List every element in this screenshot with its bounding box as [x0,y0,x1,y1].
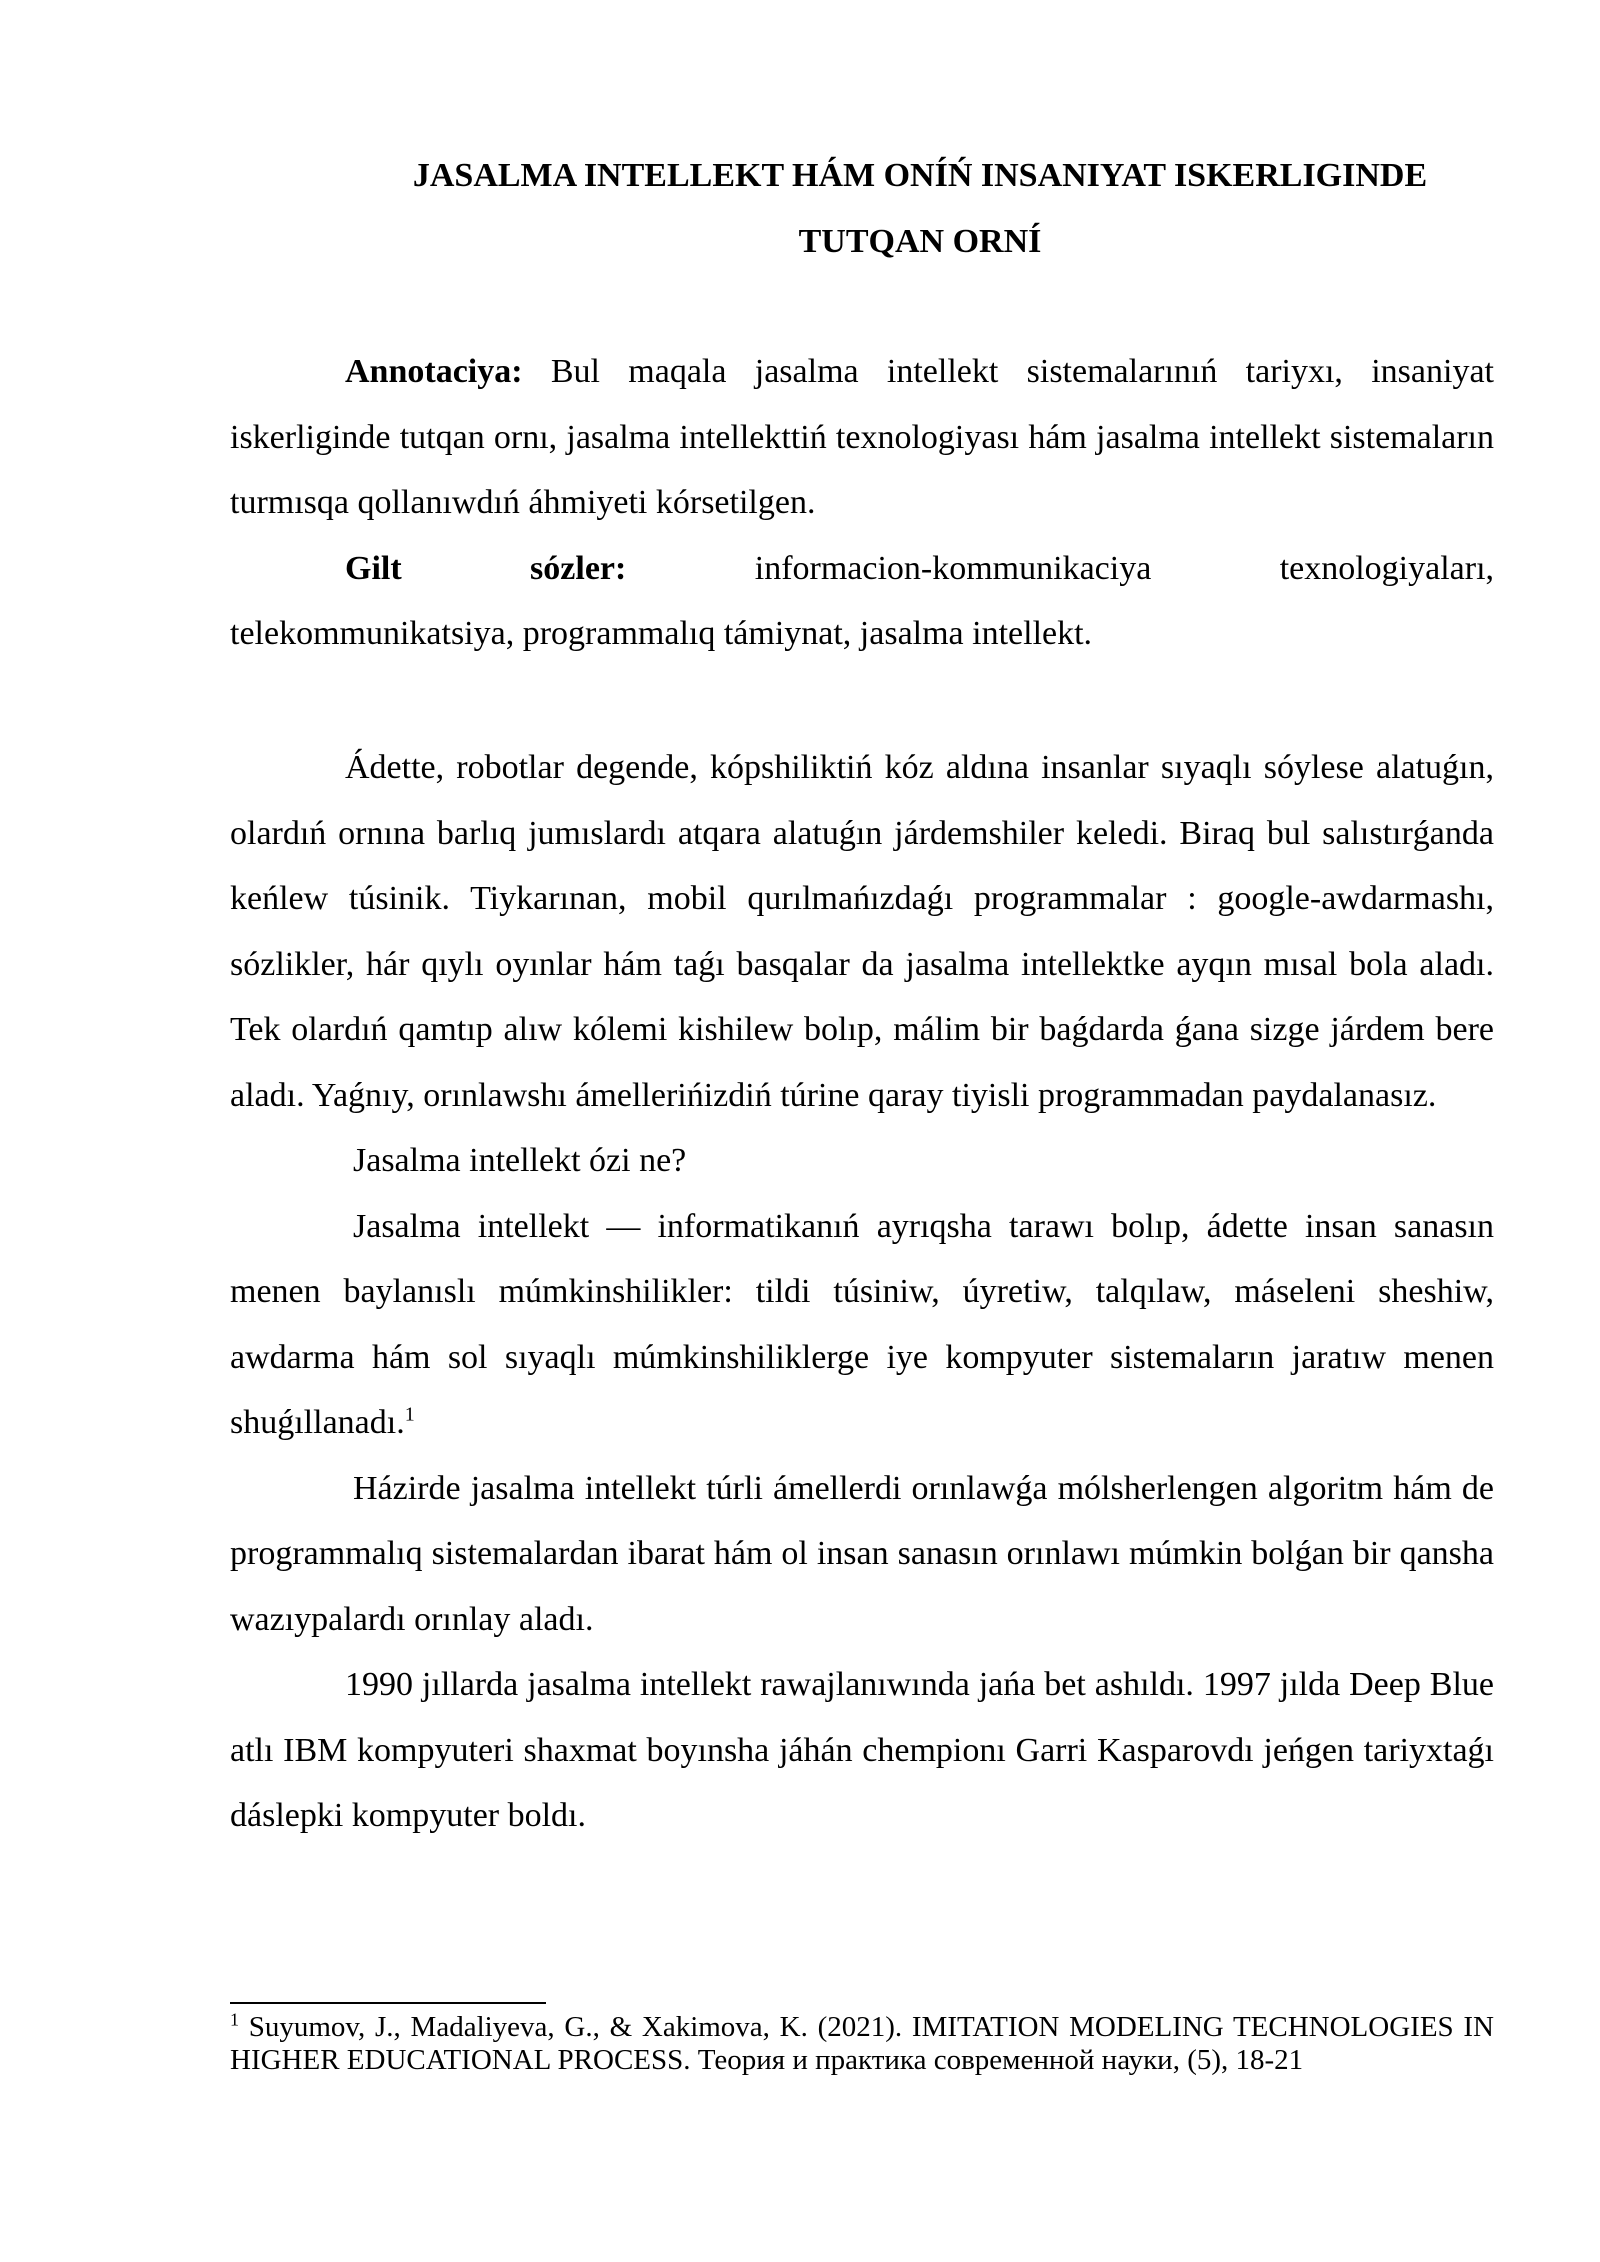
page-title-line-1: JASALMA INTELLEKT HÁM ONÍŃ INSANIYAT ISKERLIGINDE [412,157,1428,194]
keywords-line-2-text: telekommunikatsiya, programmalıq támiynat, jasalma intellekt. [230,615,1093,652]
keywords-line-1-text: informacion-kommunikaciya texnologiyaları, [754,549,1495,587]
main-text [230,735,1494,1849]
paragraph-definition-text: Jasalma intellekt — informatikanıń ayrıqsha tarawı bolıp, ádette insan sanasın menen baylanıslı múmkinshilikler: tildi túsiniw, úyretiw, talqılaw, máseleni sheshiw, awdarma hám sol sıyaqlı múmkinshiliklerge iye kompyuter sistemaların jaratıw menen shuǵıllanadı. [230,1207,1494,1441]
page-title-line-2: TUTQAN ORNÍ [798,223,1042,260]
paragraph-question: Jasalma intellekt ózi ne? [353,1142,687,1179]
keywords-line-2 [230,601,1494,667]
footnote-marker: 1 [230,2009,239,2030]
footnote-separator [230,2002,546,2004]
paragraph-current: Házirde jasalma intellekt túrli ámellerdi orınlawǵa mólsherlengen algoritm hám de programmalıq sistemalardan ibarat hám ol insan sanasın orınlawı múmkin bolǵan bir qansha wazıypalardı orınlay aladı. [230,1469,1494,1638]
keywords-paragraph [230,536,1494,602]
abstract-label: Annotaciya: [345,353,523,390]
abstract-section [230,339,1494,667]
paragraph-robots: Ádette, robotlar degende, kópshiliktiń kóz aldına insanlar sıyaqlı sóylese alatuǵın, olardıń ornına barlıq jumıslardı atqara alatuǵın járdemshiler keledi. Biraq bul salıstırǵanda keńlew túsinik. Tiykarınan, mobil qurılmańızdaǵı programmalar : google-awdarmashı, sózlikler, hár qıylı oyınlar hám taǵı basqalar da jasalma intellektke ayqın mısal bola aladı. Tek olardıń qamtıp alıw kólemi kishilew bolıp, málim bir baǵdarda ǵana sizge járdem bere aladı. Yaǵnıy, orınlawshı ámellerińizdiń túrine qaray tiyisli programmadan paydalanasız. [230,749,1494,1114]
footnote-reference[interactable]: 1 [404,1403,415,1426]
footnote-text: Suyumov, J., Madaliyeva, G., & Xakimova, K. (2021). IMITATION MODELING TECHNOLOGIES IN HIGHER EDUCATIONAL PROCESS. Теория и практика современной науки, (5), 18-21 [230,2011,1494,2076]
paragraph-definition [230,1194,1494,1456]
paragraph-history: 1990 jıllarda jasalma intellekt rawajlanıwında jańa bet ashıldı. 1997 jılda Deep Blue atlı IBM kompyuteri shaxmat boyınsha jáhán chempionı Garri Kasparovdı jeńgen tariyxtaǵı dáslepki kompyuter boldı. [230,1666,1494,1834]
keywords-label: Gilt sózler: [345,549,627,587]
abstract-text: Bul maqala jasalma intellekt sistemalarınıń tariyxı, insaniyat iskerliginde tutqan ornı, jasalma intellekttiń texnologiyası hám jasalma intellekt sistemaların turmısqa qollanıwdıń áhmiyeti kórsetilgen. [230,353,1494,521]
keywords-line-1 [230,536,1494,602]
abstract-paragraph [230,339,1494,536]
footnote [230,2011,1494,2077]
